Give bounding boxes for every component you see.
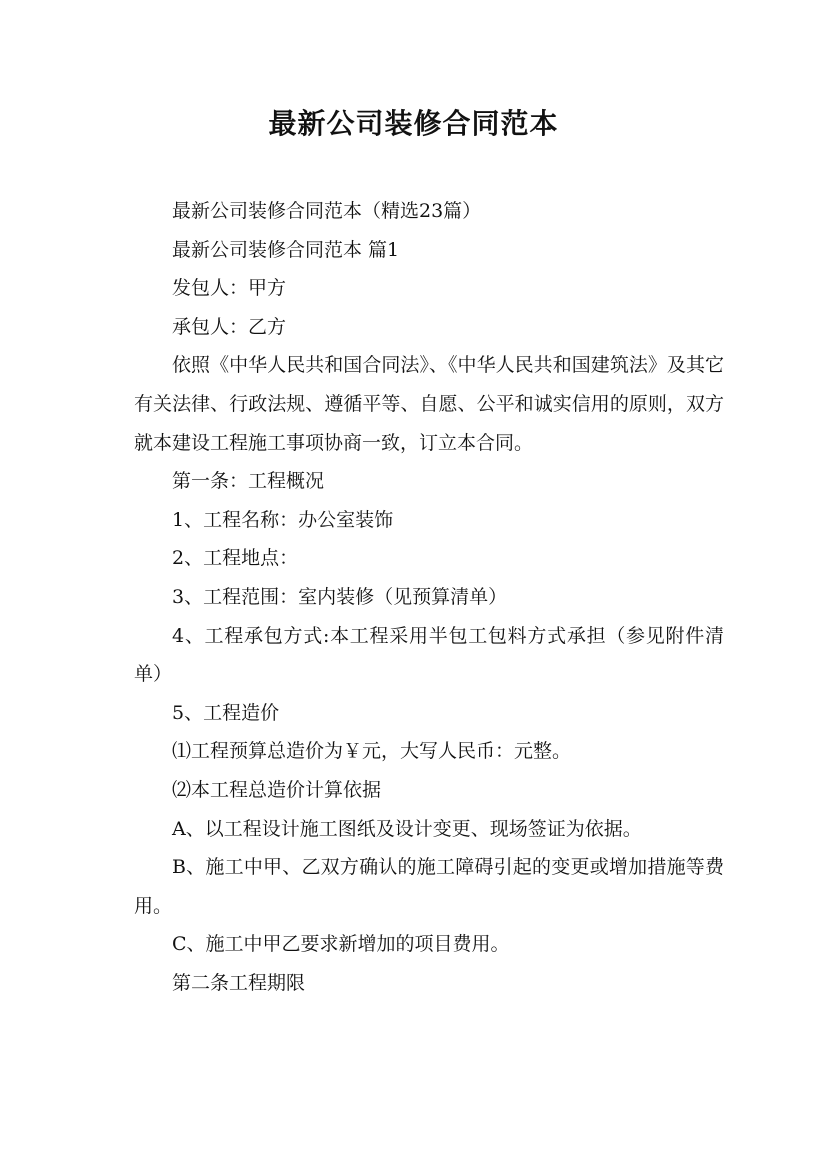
paragraph-contract-method: 4、工程承包方式:本工程采用半包工包料方式承担（参见附件清单） bbox=[134, 624, 724, 686]
document-body bbox=[134, 192, 724, 1002]
paragraph-preamble: 依照《中华人民共和国合同法》、《中华人民共和国建筑法》及其它有关法律、行政法规、遵循平等、自愿、公平和诚实信用的原则，双方就本建设工程施工事项协商一致，订立本合同。 bbox=[134, 354, 724, 454]
paragraph-basis-a: A、以工程设计施工图纸及设计变更、现场签证为依据。 bbox=[172, 817, 642, 840]
paragraph-project-location: 2、工程地点： bbox=[172, 547, 299, 570]
paragraph-article-1-heading: 第一条：工程概况 bbox=[172, 470, 325, 493]
paragraph-article-2-heading: 第二条工程期限 bbox=[172, 971, 306, 994]
paragraph-party-b: 承包人：乙方 bbox=[172, 315, 287, 338]
paragraph-cost-basis: ⑵本工程总造价计算依据 bbox=[172, 778, 382, 801]
paragraph-section-heading: 最新公司装修合同范本 篇1 bbox=[172, 238, 400, 261]
paragraph-project-scope: 3、工程范围：室内装修（见预算清单） bbox=[172, 585, 508, 608]
paragraph-basis-b: B、施工中甲、乙双方确认的施工障碍引起的变更或增加措施等费用。 bbox=[134, 856, 724, 917]
paragraph-party-a: 发包人：甲方 bbox=[172, 277, 287, 300]
paragraph-subtitle: 最新公司装修合同范本（精选23篇） bbox=[172, 200, 482, 222]
paragraph-project-name: 1、工程名称：办公室装饰 bbox=[172, 508, 394, 531]
document-title: 最新公司装修合同范本 bbox=[268, 107, 559, 140]
paragraph-total-budget: ⑴工程预算总造价为￥元，大写人民币：元整。 bbox=[172, 740, 572, 763]
paragraph-basis-c: C、施工中甲乙要求新增加的项目费用。 bbox=[172, 933, 510, 956]
paragraph-project-cost: 5、工程造价 bbox=[172, 701, 280, 724]
